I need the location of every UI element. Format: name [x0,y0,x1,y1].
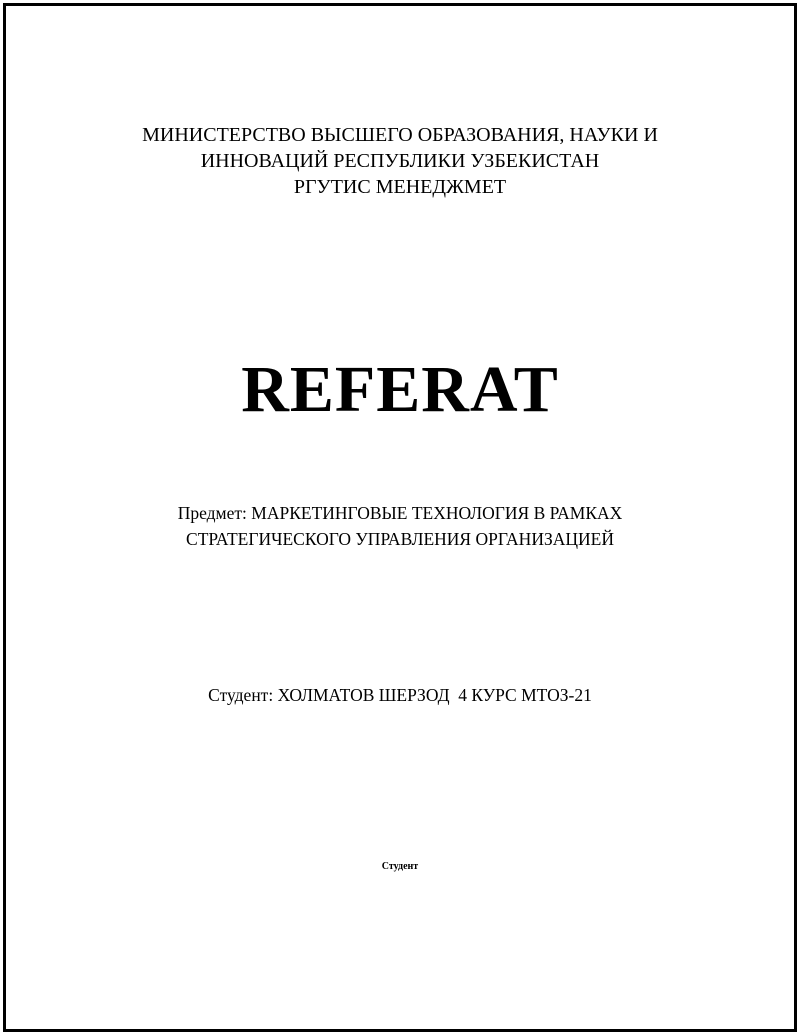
student-line: Студент: ХОЛМАТОВ ШЕРЗОД 4 КУРС МТОЗ-21 [208,685,592,705]
ministry-header [0,122,800,200]
subject-line-1: Предмет: МАРКЕТИНГОВЫЕ ТЕХНОЛОГИЯ В РАМКАХ [177,503,623,523]
ministry-line-1: МИНИСТЕРСТВО ВЫСШЕГО ОБРАЗОВАНИЯ, НАУКИ И [142,124,658,146]
ministry-line-2: ИННОВАЦИЙ РЕСПУБЛИКИ УЗБЕКИСТАН [200,150,600,172]
subject-block [0,500,800,552]
institution-line: РГУТИС МЕНЕДЖМЕТ [293,176,507,198]
footer-student-label: Студент [381,861,419,872]
subject-line-2: СТРАТЕГИЧЕСКОГО УПРАВЛЕНИЯ ОРГАНИЗАЦИЕЙ [186,529,614,549]
document-title: REFERAT [241,353,559,426]
